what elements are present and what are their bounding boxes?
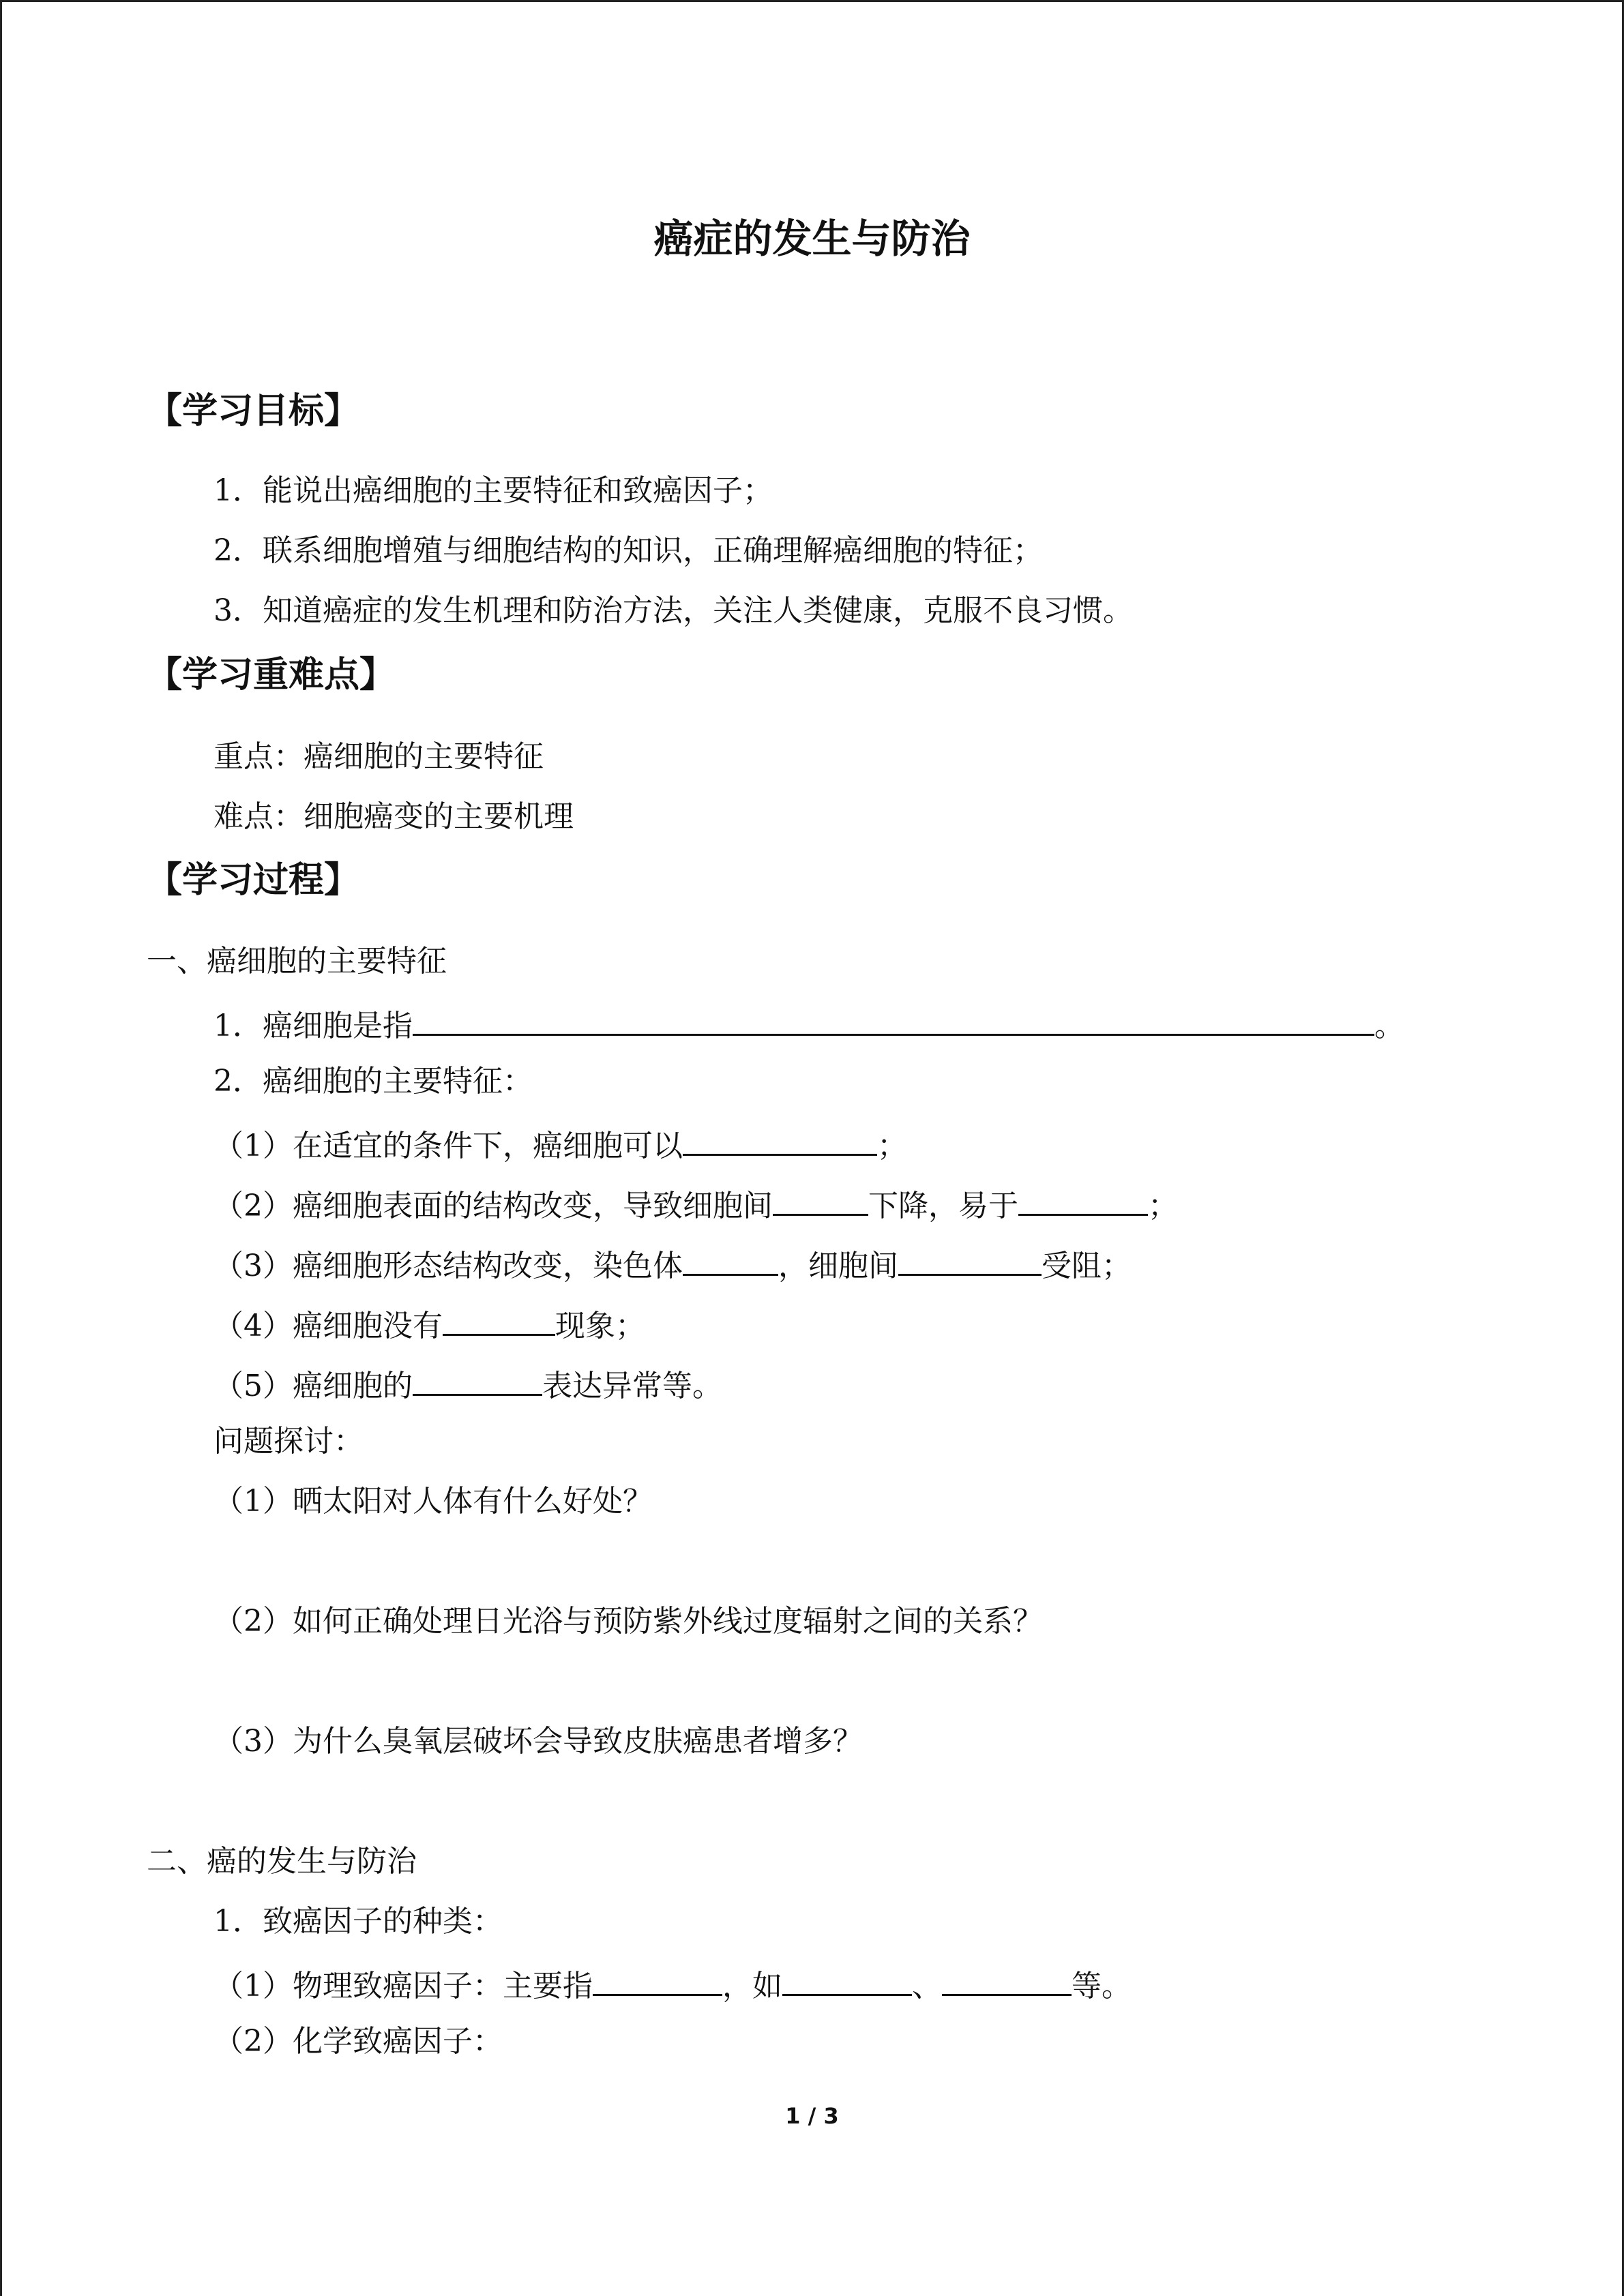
- question-1-prefix: 1．癌细胞是指: [213, 1009, 413, 1043]
- objective-item-1: 1．能说出癌细胞的主要特征和致癌因子；: [213, 473, 773, 508]
- physical-carcinogen-mid2: 、: [912, 1969, 942, 2003]
- difficult-point: 难点：细胞癌变的主要机理: [213, 799, 574, 834]
- feature-3-line: [213, 1241, 1132, 1287]
- part2-title: 二、癌的发生与防治: [147, 1844, 417, 1879]
- feature-3-suffix: 受阻；: [1042, 1249, 1132, 1283]
- feature-4-line: [213, 1301, 645, 1347]
- part1-title: 一、癌细胞的主要特征: [147, 944, 447, 979]
- feature-2-suffix: ；: [1148, 1189, 1178, 1223]
- question-1-suffix: 。: [1374, 1009, 1404, 1043]
- feature-2-mid: 下降，易于: [868, 1189, 1018, 1223]
- feature-3-prefix: （3）癌细胞形态结构改变，染色体: [213, 1249, 683, 1283]
- question-2: 2．癌细胞的主要特征：: [213, 1064, 533, 1099]
- discussion-question-1: （1）晒太阳对人体有什么好处？: [213, 1484, 653, 1519]
- feature-1-line: [213, 1121, 907, 1167]
- blank-feature-5[interactable]: [413, 1361, 542, 1396]
- feature-1-suffix: ；: [877, 1129, 907, 1163]
- chemical-carcinogen: （2）化学致癌因子：: [213, 2024, 503, 2059]
- key-point: 重点：癌细胞的主要特征: [213, 739, 544, 774]
- feature-2-line: [213, 1181, 1178, 1227]
- objectives-heading: 【学习目标】: [147, 391, 360, 432]
- discussion-question-2: （2）如何正确处理日光浴与预防紫外线过度辐射之间的关系？: [213, 1604, 1043, 1639]
- physical-carcinogen-mid1: ，如: [722, 1969, 782, 2003]
- blank-cancer-cell-definition[interactable]: [413, 1001, 1374, 1036]
- feature-5-suffix: 表达异常等。: [542, 1369, 722, 1403]
- blank-feature-2a[interactable]: [773, 1181, 868, 1216]
- blank-physical-1[interactable]: [593, 1961, 722, 1996]
- blank-feature-4[interactable]: [443, 1301, 555, 1336]
- blank-physical-2[interactable]: [782, 1961, 912, 1996]
- blank-physical-3[interactable]: [942, 1961, 1072, 1996]
- blank-feature-2b[interactable]: [1018, 1181, 1148, 1216]
- feature-5-prefix: （5）癌细胞的: [213, 1369, 413, 1403]
- document-title: 癌症的发生与防治: [653, 215, 971, 262]
- feature-5-line: [213, 1361, 722, 1407]
- objective-item-3: 3．知道癌症的发生机理和防治方法，关注人类健康，克服不良习惯。: [213, 593, 1133, 628]
- feature-1-prefix: （1）在适宜的条件下，癌细胞可以: [213, 1129, 683, 1163]
- physical-carcinogen-line: [213, 1961, 1132, 2007]
- discussion-label: 问题探讨：: [213, 1424, 364, 1459]
- blank-feature-1[interactable]: [683, 1121, 877, 1156]
- process-heading: 【学习过程】: [147, 860, 360, 901]
- objective-item-2: 2．联系细胞增殖与细胞结构的知识，正确理解癌细胞的特征；: [213, 533, 1043, 568]
- blank-feature-3b[interactable]: [898, 1241, 1042, 1276]
- question-1-line: [213, 1001, 1404, 1047]
- feature-4-suffix: 现象；: [555, 1309, 645, 1343]
- feature-2-prefix: （2）癌细胞表面的结构改变，导致细胞间: [213, 1189, 773, 1223]
- physical-carcinogen-suffix: 等。: [1072, 1969, 1132, 2003]
- feature-3-mid: ，细胞间: [778, 1249, 898, 1283]
- physical-carcinogen-prefix: （1）物理致癌因子：主要指: [213, 1969, 593, 2003]
- feature-4-prefix: （4）癌细胞没有: [213, 1309, 443, 1343]
- discussion-question-3: （3）为什么臭氧层破坏会导致皮肤癌患者增多？: [213, 1724, 863, 1759]
- part2-question-1: 1．致癌因子的种类：: [213, 1904, 503, 1939]
- blank-feature-3a[interactable]: [683, 1241, 778, 1276]
- page-number: 1 / 3: [785, 2103, 839, 2129]
- keypoints-heading: 【学习重难点】: [147, 655, 396, 696]
